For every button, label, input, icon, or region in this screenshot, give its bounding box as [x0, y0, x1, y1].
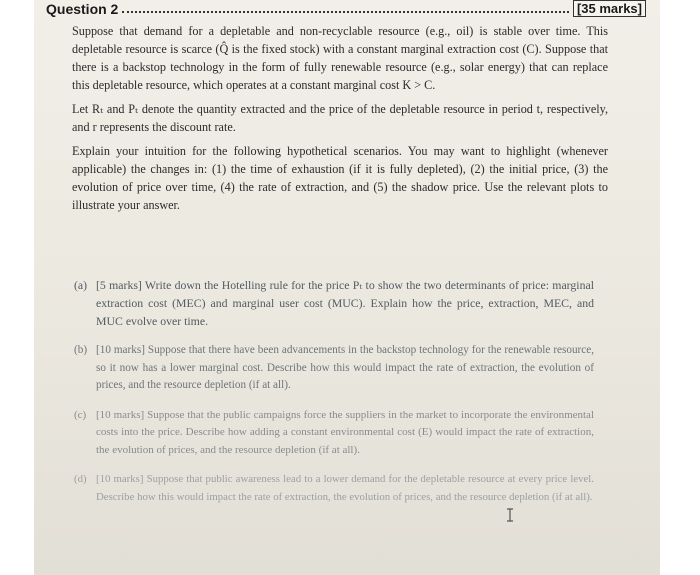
part-d	[74, 471, 594, 506]
part-a	[74, 276, 594, 330]
paragraph-setup: Suppose that demand for a depletable and non-recyclable resource (e.g., oil) is stable over time. This depletable resource is scarce (Q̂ is the fixed stock) with a constant marginal extraction cost (C). Suppose that there is a backstop technology in the form of fully renewable resource (e.g., solar energy) that can replace this depletable resource, which operates at a constant marginal cost K > C.	[72, 24, 608, 92]
part-text: [5 marks] Write down the Hotelling rule for the price Pₜ to show the two determinants of price: marginal extraction cost (MEC) and marginal user cost (MUC). Explain how the price, extraction, MEC, and MUC evolve over time.	[96, 278, 594, 328]
part-label: (b)	[74, 344, 88, 356]
part-label: (a)	[74, 278, 88, 292]
part-b	[74, 342, 594, 395]
part-text: [10 marks] Suppose that there have been advancements in the backstop technology for the renewable resource, so it now has a lower marginal cost. Describe how this would impact the rate of extraction, the evolution of prices, and the resource depletion (if at all).	[96, 344, 594, 391]
question-header	[46, 0, 646, 17]
document-page	[34, 0, 660, 575]
part-label: (d)	[74, 473, 87, 485]
part-c	[74, 407, 594, 460]
question-body	[72, 22, 608, 220]
question-title: Question 2	[46, 0, 119, 17]
question-parts	[74, 276, 594, 506]
text-cursor-icon	[506, 508, 514, 522]
dotted-leader	[122, 3, 569, 13]
question-marks: [35 marks]	[573, 0, 646, 17]
part-label: (c)	[74, 408, 87, 421]
part-text: [10 marks] Suppose that public awareness lead to a lower demand for the depletable resource at every price level. Describe how this would impact the rate of extraction, the evolution of prices, and the resource depletion (if at all).	[96, 473, 594, 503]
paragraph-notation: Let Rₜ and Pₜ denote the quantity extracted and the price of the depletable resource in period t, respectively, and r represents the discount rate.	[72, 102, 608, 134]
part-text: [10 marks] Suppose that the public campaigns force the suppliers in the market to incorporate the environmental costs into the price. Describe how adding a constant environmental cost (E) would impact the rate of extraction, the evolution of prices, and the resource depletion (if at all).	[96, 408, 594, 456]
paragraph-instructions: Explain your intuition for the following hypothetical scenarios. You may want to highlight (whenever applicable) the changes in: (1) the time of exhaustion (if it is fully depleted), (2) the initial price, (3) the evolution of price over time, (4) the rate of extraction, and (5) the shadow price. Use the relevant plots to illustrate your answer.	[72, 144, 608, 212]
